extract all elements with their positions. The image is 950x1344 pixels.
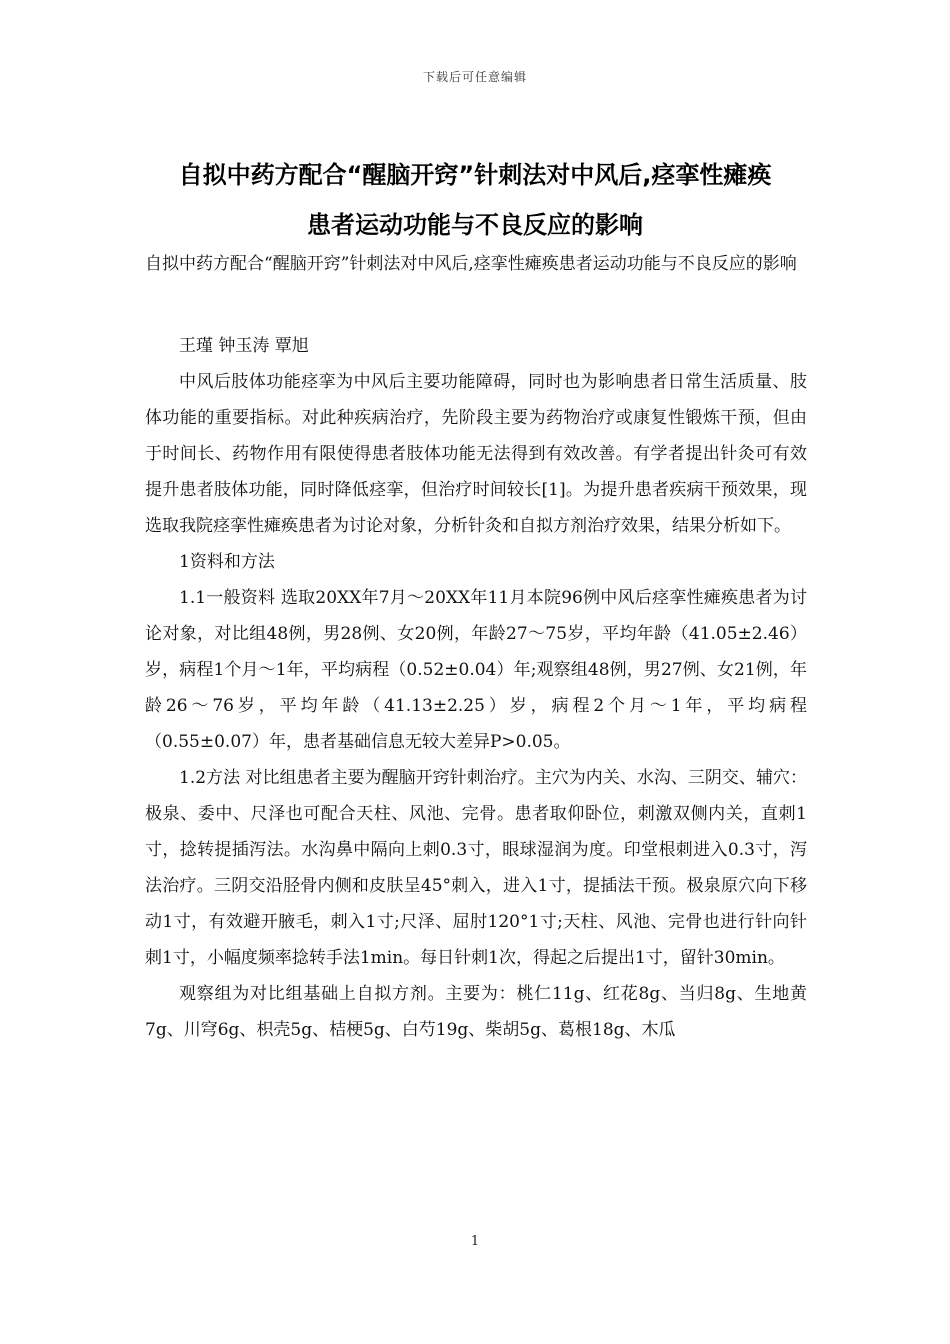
page-number: 1 [470, 1234, 480, 1249]
header-note: 下载后可任意编辑 [422, 70, 527, 84]
section-1-1-paragraph: 1.1一般资料 选取20XX年7月～20XX年11月本院96例中风后痉挛性瘫痪患者为讨论对象，对比组48例，男28例、女20例，年龄27～75岁，平均年龄（41.05±2.46）岁，病程1个月～1年，平均病程（0.52±0.04）年;观察组48例，男27例、女21例，年龄26～76岁，平均年龄（41.13±2.25）岁，病程2个月～1年，平均病程（0.55±0.07）年，患者基础信息无较大差异P>0.05。 [145, 588, 807, 752]
document-title [120, 150, 830, 250]
section-heading-1: 1资料和方法 [179, 552, 275, 572]
document-body [145, 246, 807, 1048]
title-line-2: 患者运动功能与不良反应的影响 [307, 211, 643, 239]
observation-paragraph: 观察组为对比组基础上自拟方剂。主要为：桃仁11g、红花8g、当归8g、生地黄7g、川穹6g、枳壳5g、桔梗5g、白芍19g、柴胡5g、葛根18g、木瓜 [145, 984, 807, 1040]
subtitle: 自拟中药方配合“醒脑开窍”针刺法对中风后,痉挛性瘫痪患者运动功能与不良反应的影响 [145, 254, 797, 274]
title-line-1: 自拟中药方配合“醒脑开窍”针刺法对中风后,痉挛性瘫痪 [178, 161, 772, 189]
authors: 王瑾 钟玉涛 覃旭 [179, 336, 309, 356]
section-1-2-paragraph: 1.2方法 对比组患者主要为醒脑开窍针刺治疗。主穴为内关、水沟、三阴交、辅穴：极泉、委中、尺泽也可配合天柱、风池、完骨。患者取仰卧位，刺激双侧内关，直刺1寸，捻转提插泻法。水沟鼻中隔向上刺0.3寸，眼球湿润为度。印堂根刺进入0.3寸，泻法治疗。三阴交沿胫骨内侧和皮肤呈45°刺入，进入1寸，提插法干预。极泉原穴向下移动1寸，有效避开腋毛，刺入1寸;尺泽、屈肘120°1寸;天柱、风池、完骨也进行针向针刺1寸，小幅度频率捻转手法1min。每日针刺1次，得起之后提出1寸，留针30min。 [145, 768, 807, 968]
spacer [145, 282, 807, 328]
intro-paragraph: 中风后肢体功能痉挛为中风后主要功能障碍，同时也为影响患者日常生活质量、肢体功能的重要指标。对此种疾病治疗，先阶段主要为药物治疗或康复性锻炼干预，但由于时间长、药物作用有限使得患者肢体功能无法得到有效改善。有学者提出针灸可有效提升患者肢体功能，同时降低痉挛，但治疗时间较长[1]。为提升患者疾病干预效果，现选取我院痉挛性瘫痪患者为讨论对象，分析针灸和自拟方剂治疗效果，结果分析如下。 [145, 372, 807, 536]
